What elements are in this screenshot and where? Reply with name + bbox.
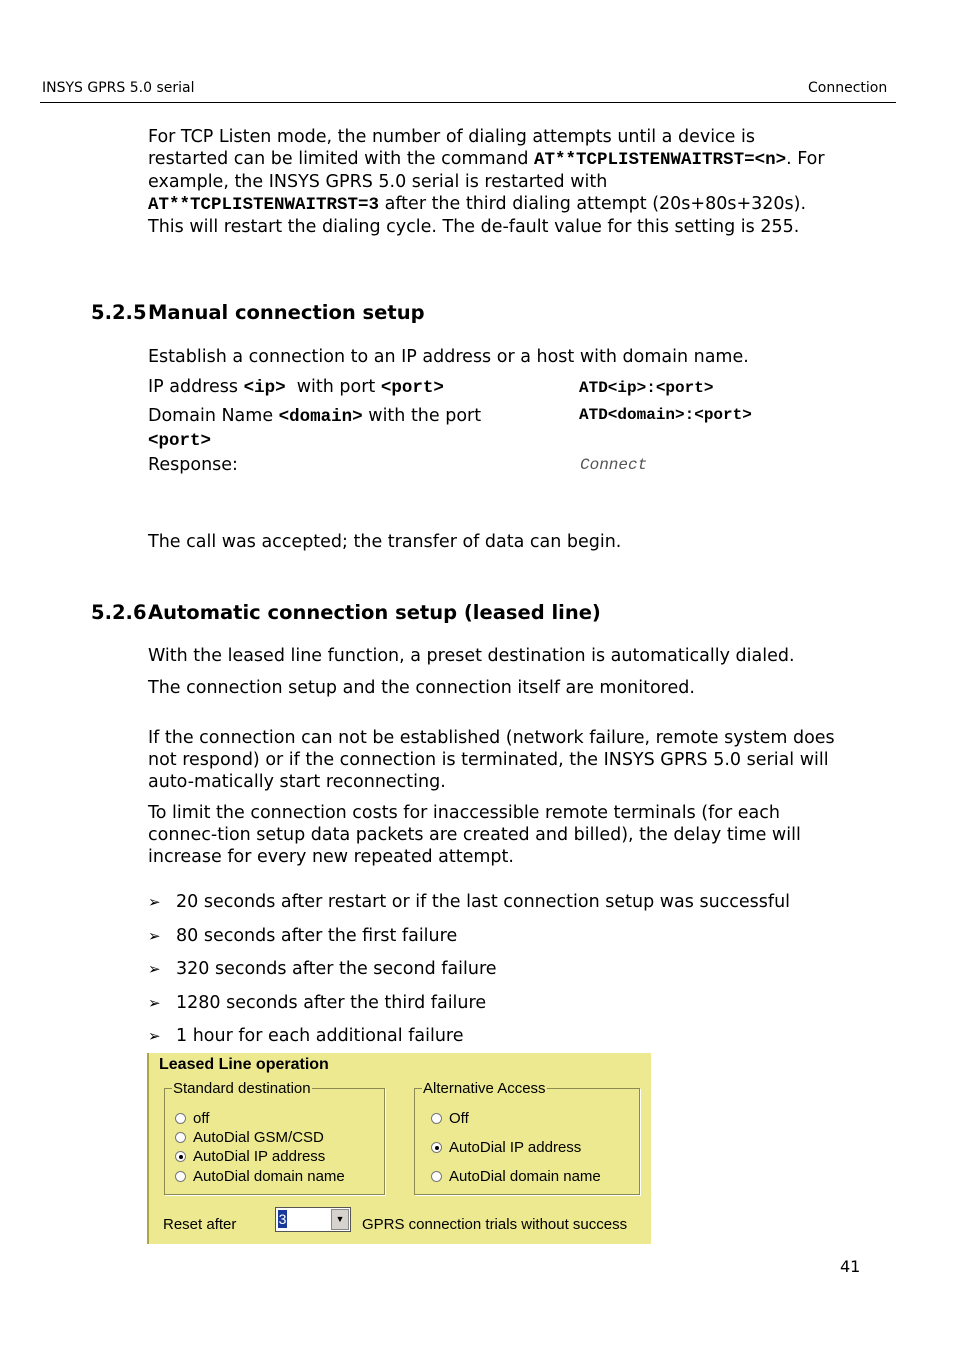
- radio-std-off[interactable]: [175, 1110, 209, 1127]
- radio-label: AutoDial IP address: [193, 1148, 326, 1165]
- list-item-text: 1 hour for each additional failure: [176, 1026, 464, 1047]
- list-item: [148, 958, 790, 980]
- arrow-bullet-icon: ➢: [148, 1027, 161, 1046]
- chevron-down-icon[interactable]: ▼: [331, 1209, 349, 1230]
- intro-text-1: For TCP Listen mode, the number of dialing attempts until a device is restarted can be limited with the command: [148, 127, 755, 169]
- radio-alt-autodial-domain[interactable]: [431, 1168, 601, 1185]
- radio-button-icon[interactable]: [431, 1113, 442, 1124]
- ip-label-text: IP address: [148, 377, 244, 397]
- running-header-section: Connection: [808, 80, 888, 96]
- list-item-text: 1280 seconds after the third failure: [176, 992, 487, 1013]
- intro-command-2: AT**TCPLISTENWAITRST=3: [148, 195, 380, 215]
- list-item: [148, 891, 790, 913]
- reset-after-value: 3: [278, 1211, 287, 1227]
- response-label: Response:: [148, 455, 238, 475]
- domain-port-text: with the port: [362, 406, 482, 426]
- radio-button-icon[interactable]: [175, 1132, 186, 1143]
- arrow-bullet-icon: ➢: [148, 960, 161, 979]
- intro-text-2: . For example, the INSYS GPRS 5.0 serial is restarted with: [148, 149, 825, 192]
- section-number: 5.2.5: [91, 301, 147, 324]
- list-item: [148, 1025, 790, 1047]
- intro-text-3: after the third dialing attempt (20s+80s+320s). This will restart the dialing cycle. The de-fault value for this setting is 255.: [148, 194, 807, 237]
- list-item-text: 20 seconds after restart or if the last connection setup was successful: [176, 892, 791, 912]
- section-title: Manual connection setup: [148, 301, 425, 324]
- reset-after-label: Reset after: [163, 1216, 237, 1233]
- domain-row-label: [148, 405, 508, 453]
- retry-delay-list: [148, 891, 790, 1059]
- ip-port-placeholder: <port>: [380, 378, 444, 398]
- arrow-bullet-icon: ➢: [148, 926, 161, 945]
- radio-button-icon[interactable]: [175, 1171, 186, 1182]
- ip-placeholder: <ip>: [243, 378, 286, 398]
- radio-button-selected-icon[interactable]: [175, 1151, 186, 1162]
- running-header-title: INSYS GPRS 5.0 serial: [42, 80, 195, 96]
- radio-alt-off[interactable]: [431, 1110, 469, 1127]
- ip-command: ATD<ip>:<port>: [579, 379, 714, 397]
- radio-label: AutoDial GSM/CSD: [193, 1129, 324, 1146]
- ip-port-text: with port: [285, 377, 381, 397]
- domain-placeholder: <domain>: [278, 407, 363, 427]
- radio-label: Off: [449, 1110, 469, 1127]
- intro-command-1: AT**TCPLISTENWAITRST=<n>: [534, 150, 787, 170]
- arrow-bullet-icon: ➢: [148, 893, 161, 911]
- s526-paragraph-4: To limit the connection costs for inaccessible remote terminals (for each connec-tion setup data packets are created and billed), the delay time will increase for every new repeated attempt.: [148, 803, 801, 867]
- list-item-text: 320 seconds after the second failure: [176, 959, 497, 980]
- panel-title: Leased Line operation: [159, 1056, 329, 1073]
- group-legend: Standard destination: [173, 1080, 311, 1097]
- radio-std-autodial-domain[interactable]: [175, 1168, 345, 1185]
- radio-button-icon[interactable]: [175, 1113, 186, 1124]
- radio-alt-autodial-ip[interactable]: [431, 1139, 581, 1156]
- s526-paragraph-2: The connection setup and the connection itself are monitored.: [148, 678, 695, 698]
- radio-button-icon[interactable]: [431, 1171, 442, 1182]
- trials-label: GPRS connection trials without success: [362, 1216, 628, 1233]
- radio-std-autodial-gsm[interactable]: [175, 1129, 324, 1146]
- radio-button-selected-icon[interactable]: [431, 1142, 442, 1153]
- list-item-text: 80 seconds after the first failure: [176, 925, 458, 946]
- response-value: Connect: [580, 456, 648, 474]
- s525-intro: Establish a connection to an IP address or a host with domain name.: [148, 347, 749, 367]
- radio-std-autodial-ip[interactable]: [175, 1148, 325, 1165]
- radio-label: off: [193, 1110, 210, 1127]
- reset-after-select[interactable]: [275, 1207, 351, 1232]
- ip-address-row-label: [148, 377, 444, 398]
- domain-port-placeholder: <port>: [148, 431, 212, 451]
- section-title: Automatic connection setup (leased line): [148, 601, 601, 624]
- domain-command: ATD<domain>:<port>: [579, 406, 752, 424]
- domain-label-text: Domain Name: [148, 406, 279, 426]
- s525-note: The call was accepted; the transfer of data can begin.: [148, 532, 622, 552]
- radio-label: AutoDial IP address: [449, 1139, 582, 1156]
- page-number: 41: [840, 1257, 861, 1276]
- s526-paragraph-1: With the leased line function, a preset destination is automatically dialed.: [148, 646, 795, 666]
- leased-line-panel: [147, 1053, 651, 1244]
- header-rule: [40, 102, 896, 103]
- arrow-bullet-icon: ➢: [148, 993, 161, 1012]
- list-item: [148, 992, 790, 1014]
- radio-label: AutoDial domain name: [193, 1168, 345, 1185]
- s526-paragraph-3: If the connection can not be established (network failure, remote system does not respond) or if the connection is terminated, the INSYS GPRS 5.0 serial will auto-matically start reconnecting.: [148, 728, 835, 792]
- radio-label: AutoDial domain name: [449, 1168, 601, 1185]
- list-item: [148, 925, 790, 947]
- intro-paragraph: [148, 126, 838, 238]
- group-legend: Alternative Access: [423, 1080, 546, 1097]
- section-number: 5.2.6: [91, 601, 147, 624]
